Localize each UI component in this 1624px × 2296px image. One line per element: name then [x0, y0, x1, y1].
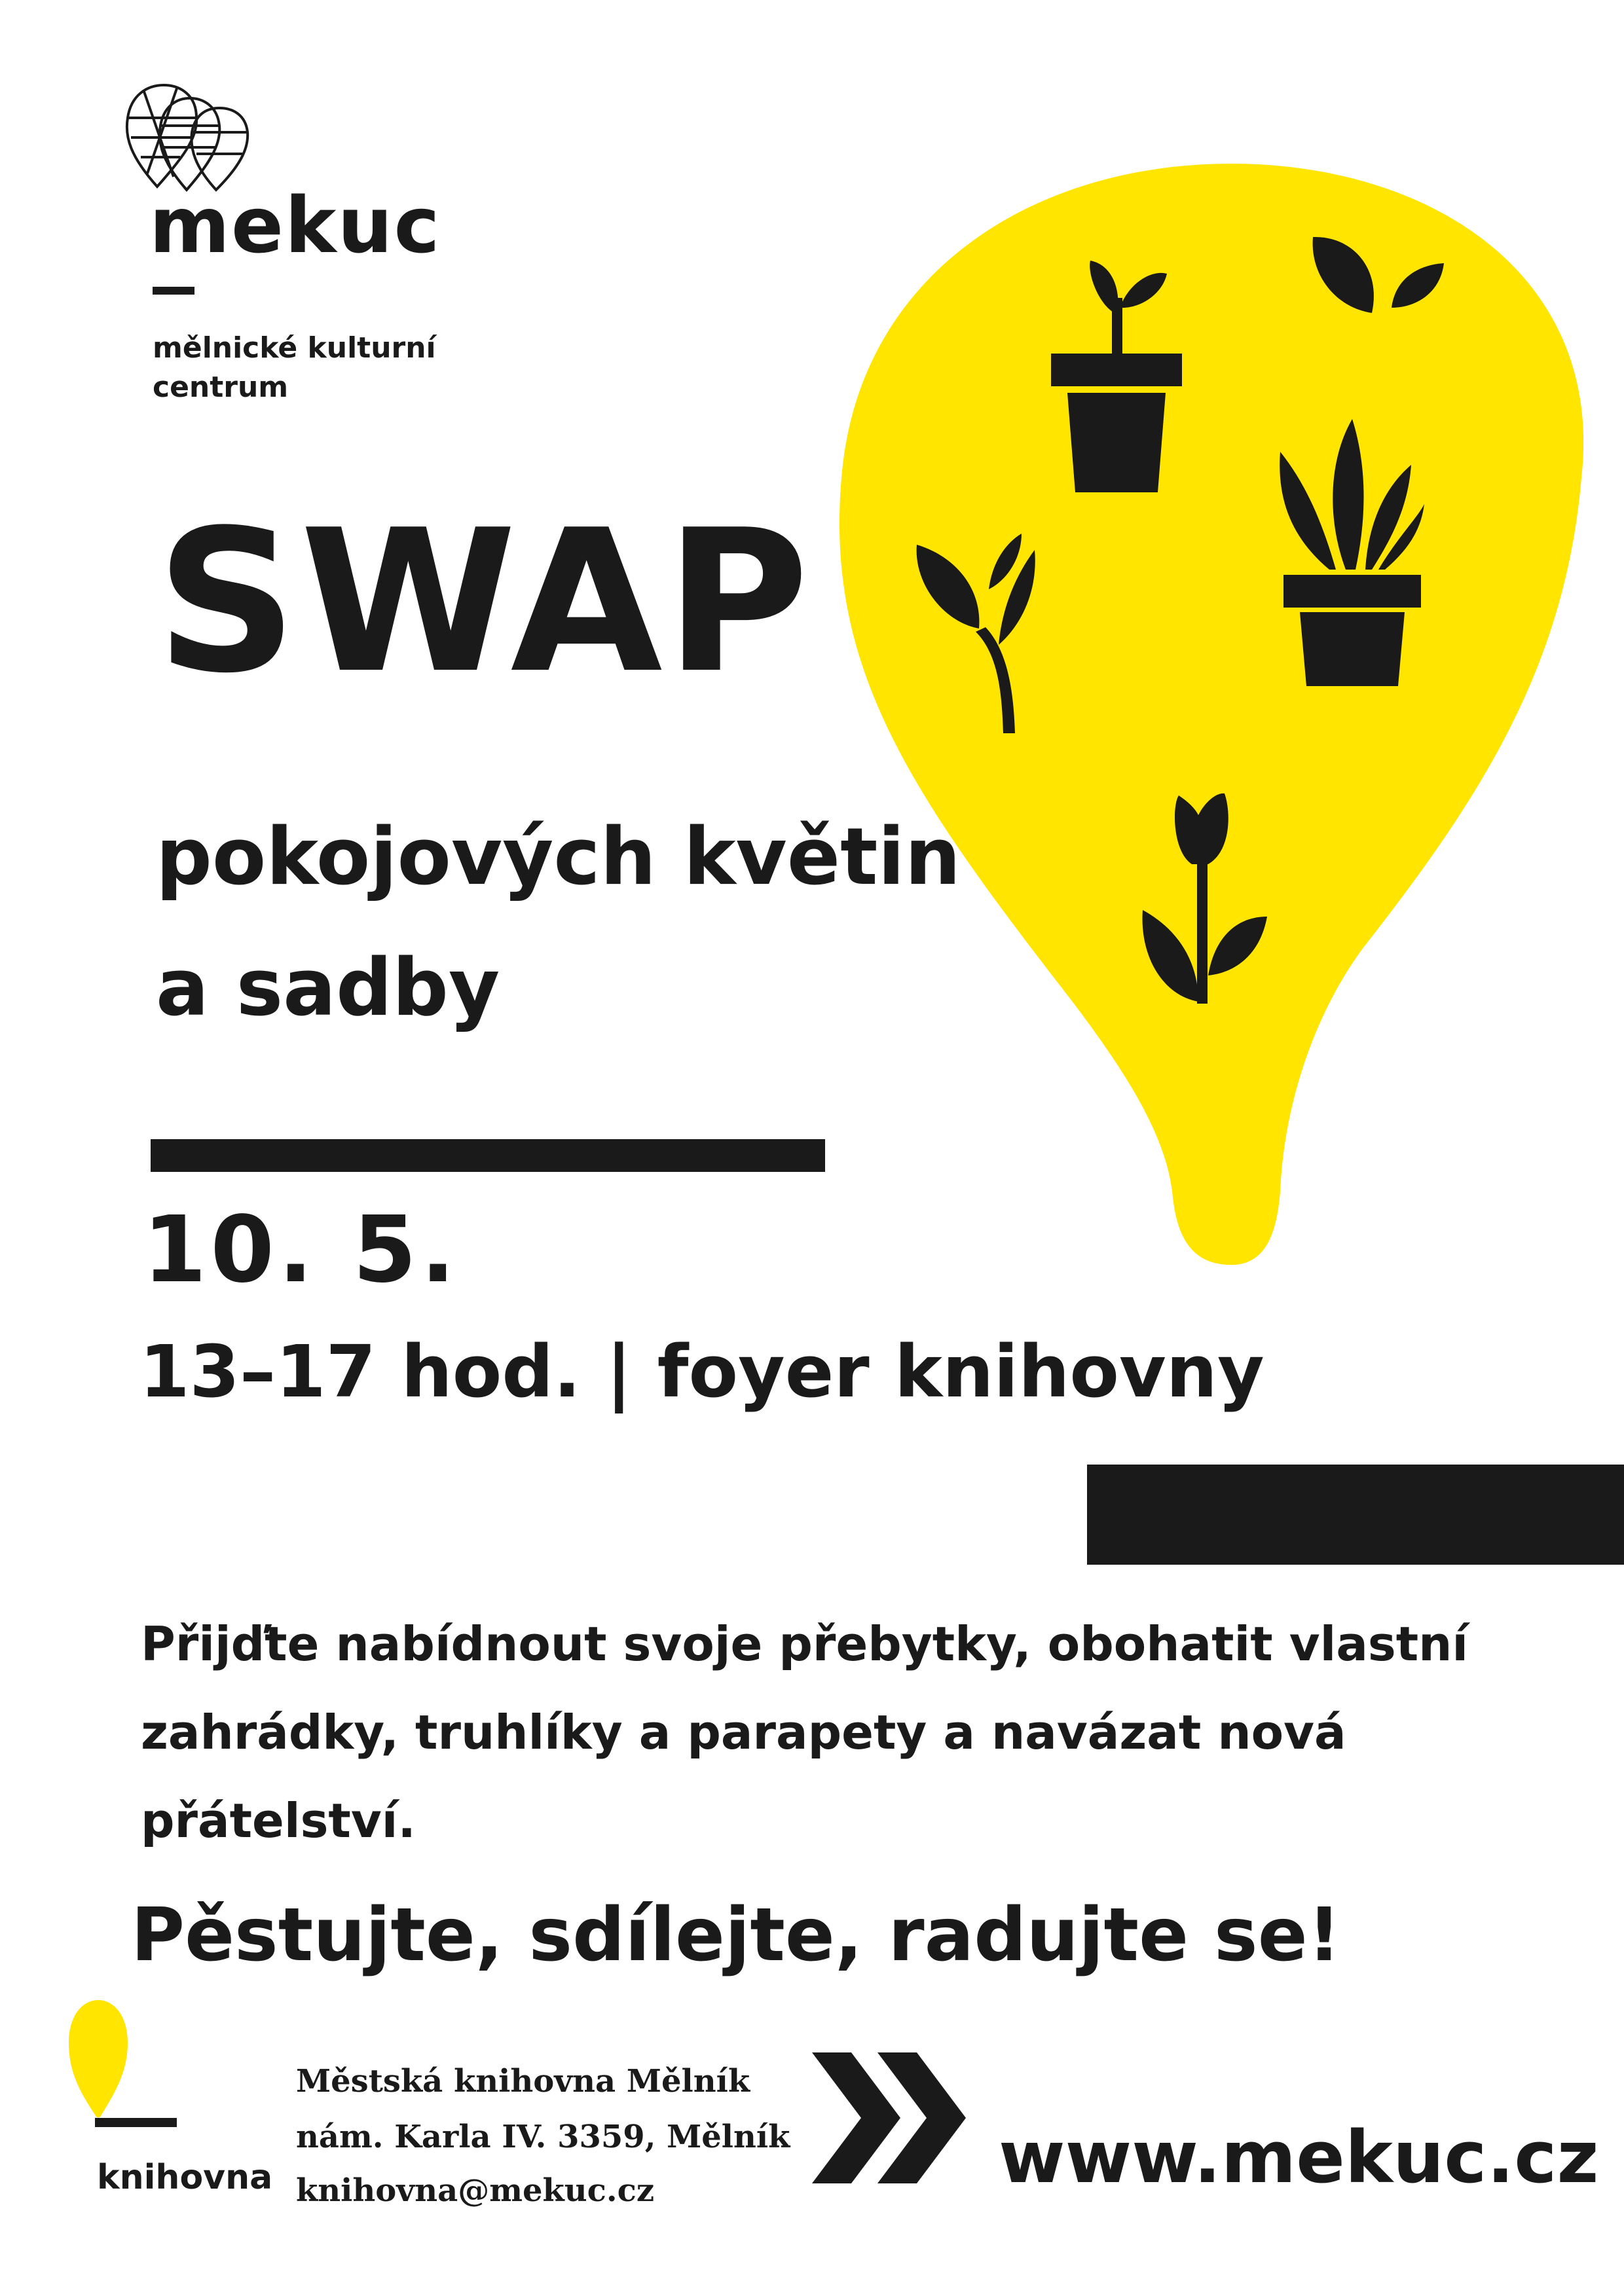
event-subtitle-line1: pokojových květin [156, 812, 961, 903]
description-line2: zahrádky, truhlíky a parapety a navázat nová [141, 1705, 1346, 1760]
event-subtitle-line2: a sadby [156, 943, 500, 1034]
brand-tagline-line1: mělnické kulturní [153, 331, 436, 365]
divider-bar [151, 1139, 825, 1172]
brand-name: mekuc [149, 180, 441, 270]
chevrons-right-icon [812, 2052, 976, 2183]
yellow-drop-shape [840, 164, 1583, 1265]
description-line1: Přijďte nabídnout svoje přebytky, obohatit vlastní [141, 1616, 1469, 1671]
address-line2: nám. Karla IV. 3359, Mělník [296, 2119, 790, 2155]
library-underline [95, 2118, 177, 2127]
brand-underline [153, 287, 194, 295]
library-label: knihovna [97, 2158, 273, 2197]
website-link[interactable]: www.mekuc.cz [999, 2115, 1599, 2199]
event-date: 10. 5. [143, 1197, 460, 1303]
address-line3: knihovna@mekuc.cz [296, 2172, 655, 2209]
slogan: Pěstujte, sdílejte, radujte se! [131, 1893, 1341, 1978]
description-line3: přátelství. [141, 1793, 416, 1848]
decorative-bar [1087, 1465, 1624, 1565]
brand-tagline-line2: centrum [153, 371, 289, 404]
event-time-place: 13–17 hod. | foyer knihovny [139, 1330, 1264, 1413]
address-line1: Městská knihovna Mělník [296, 2063, 750, 2100]
event-title: SWAP [156, 488, 812, 716]
